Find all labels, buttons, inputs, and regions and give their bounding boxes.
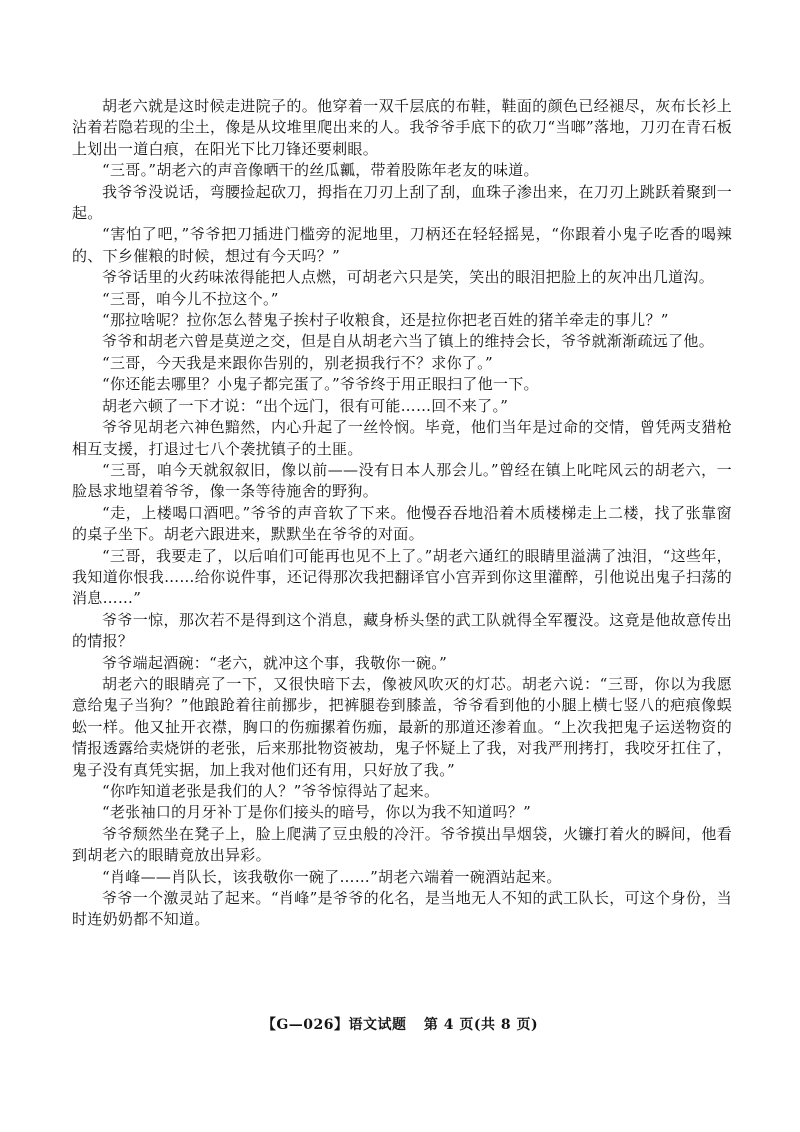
exam-code: 【G—026】语文试题 bbox=[261, 1017, 407, 1033]
paragraph: 爷爷一惊，那次若不是得到这个消息，藏身桥头堡的武工队就得全军覆没。这竟是他故意传出的情报？ bbox=[72, 610, 732, 651]
page-number: 第 4 页(共 8 页) bbox=[423, 1017, 539, 1033]
paragraph: “你还能去哪里？小鬼子都完蛋了。”爷爷终于用正眼扫了他一下。 bbox=[102, 375, 539, 394]
paragraph: 爷爷端起酒碗：“老六，就冲这个事，我敬你一碗。” bbox=[102, 653, 448, 672]
paragraph: 我爷爷没说话，弯腰捡起砍刀，拇指在刀刃上刮了刮，血珠子渗出来，在刀刃上跳跃着聚到一起。 bbox=[72, 182, 732, 223]
paragraph: “肖峰——肖队长，该我敬你一碗了……”胡老六端着一碗酒站起来。 bbox=[102, 867, 562, 886]
paragraph: “老张袖口的月牙补丁是你们接头的暗号，你以为我不知道吗？” bbox=[102, 803, 532, 822]
paragraph: 胡老六顿了一下才说：“出个远门，很有可能……回不来了。” bbox=[102, 396, 509, 415]
paragraph: “三哥，咱今天就叙叙旧，像以前——没有日本人那会儿。”曾经在镇上叱咤风云的胡老六，一脸恳求地望着爷爷，像一条等待施舍的野狗。 bbox=[72, 460, 732, 501]
paragraph: “那拉啥呢？拉你怎么替鬼子挨村子收粮食，还是拉你把老百姓的猪羊牵走的事儿？” bbox=[102, 311, 669, 330]
paragraph: 爷爷颓然坐在凳子上，脸上爬满了豆虫般的冷汗。爷爷摸出旱烟袋，火镰打着火的瞬间，他看到胡老六的眼睛竟放出异彩。 bbox=[72, 824, 732, 865]
document-body bbox=[72, 96, 732, 931]
paragraph: 胡老六的眼睛亮了一下，又很快暗下去，像被风吹灭的灯芯。胡老六说：“三哥，你以为我愿意给鬼子当狗？”他踉跄着往前挪步，把裤腿卷到膝盖，爷爷看到他的小腿上横七竖八的疤痕像蜈蚣一样。他又扯开衣襟，胸口的伤痂摞着伤痂，最新的那道还渗着血。“上次我把鬼子运送物资的情报透露给卖烧饼的老张，后来那批物资被劫，鬼子怀疑上了我，对我严刑拷打，我咬牙扛住了，鬼子没有真凭实据，加上我对他们还有用，只好放了我。” bbox=[72, 674, 732, 779]
paragraph: 爷爷话里的火药味浓得能把人点燃，可胡老六只是笑，笑出的眼泪把脸上的灰冲出几道沟。 bbox=[102, 268, 715, 287]
paragraph: 胡老六就是这时候走进院子的。他穿着一双千层底的布鞋，鞋面的颜色已经褪尽，灰布长衫上沾着若隐若现的尘土，像是从坟堆里爬出来的人。我爷爷手底下的砍刀“当啷”落地，刀刃在青石板上划出一道白痕，在阳光下比刀锋还要刺眼。 bbox=[72, 97, 732, 158]
paragraph: 爷爷一个激灵站了起来。“肖峰”是爷爷的化名，是当地无人不知的武工队长，可这个身份，当时连奶奶都不知道。 bbox=[72, 889, 732, 929]
paragraph: “三哥，咱今儿不拉这个。” bbox=[102, 289, 279, 308]
paragraph: “三哥，我要走了，以后咱们可能再也见不上了。”胡老六通红的眼睛里溢满了浊泪，“这些年，我知道你恨我……给你说件事，还记得那次我把翻译官小宫弄到你这里灌醉，引他说出鬼子扫荡的消息……” bbox=[72, 546, 732, 608]
paragraph: “三哥。”胡老六的声音像晒干的丝瓜瓤，带着股陈年老友的味道。 bbox=[102, 161, 539, 180]
paragraph: “三哥，今天我是来跟你告别的，别老损我行不？求你了。” bbox=[102, 353, 493, 372]
paragraph: “你咋知道老张是我们的人？”爷爷惊得站了起来。 bbox=[102, 782, 440, 800]
paragraph: 爷爷见胡老六神色黯然，内心升起了一丝怜悯。毕竟，他们当年是过命的交情，曾凭两支猎枪相互支援，打退过七八个袭扰镇子的土匪。 bbox=[72, 418, 732, 458]
page-footer bbox=[0, 1014, 800, 1034]
paragraph: 爷爷和胡老六曾是莫逆之交，但是自从胡老六当了镇上的维持会长，爷爷就渐渐疏远了他。 bbox=[102, 332, 715, 351]
paragraph: “走，上楼喝口酒吧。”爷爷的声音软了下来。他慢吞吞地沿着木质楼梯走上二楼，找了张靠窗的桌子坐下。胡老六跟进来，默默坐在爷爷的对面。 bbox=[72, 503, 732, 544]
paragraph: “害怕了吧，”爷爷把刀插进门槛旁的泥地里，刀柄还在轻轻摇晃，“你跟着小鬼子吃香的喝辣的、下乡催粮的时候，想过有今天吗？” bbox=[72, 225, 732, 265]
